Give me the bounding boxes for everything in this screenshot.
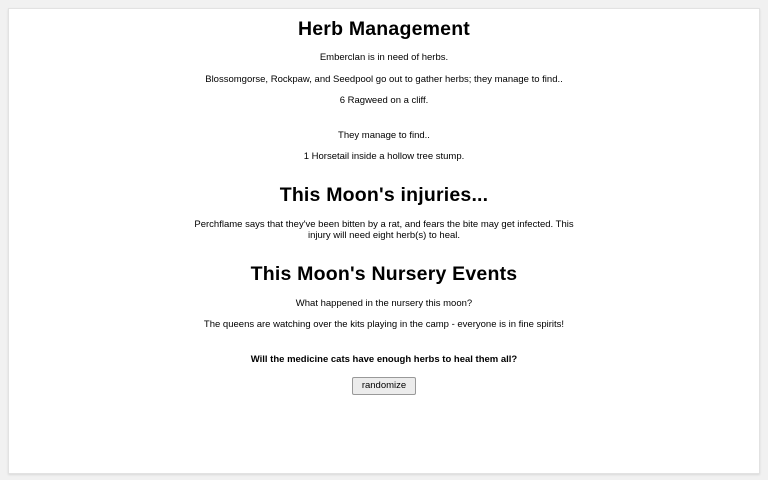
herb-find-result-1: 6 Ragweed on a cliff. bbox=[339, 94, 429, 106]
clan-herb-need-text: Emberclan is in need of herbs. bbox=[319, 52, 449, 64]
nursery-prompt: What happened in the nursery this moon? bbox=[295, 297, 473, 309]
injury-description bbox=[184, 219, 584, 241]
page-card bbox=[8, 8, 760, 474]
injury-description-line1: Perchflame says that they've been bitten by a rat, and fears the bite may get infected. This bbox=[194, 218, 574, 230]
randomize-button[interactable]: randomize bbox=[352, 377, 416, 394]
injuries-section-heading: This Moon's injuries... bbox=[279, 184, 489, 207]
nursery-section-heading: This Moon's Nursery Events bbox=[250, 263, 518, 286]
content-column bbox=[184, 18, 584, 395]
gathering-party-text: Blossomgorse, Rockpaw, and Seedpool go out to gather herbs; they manage to find.. bbox=[205, 73, 563, 85]
they-find-text: They manage to find.. bbox=[338, 130, 430, 142]
page-title: Herb Management bbox=[297, 18, 471, 40]
herb-find-result-2: 1 Horsetail inside a hollow tree stump. bbox=[303, 151, 465, 163]
medicine-cats-question: Will the medicine cats have enough herbs to heal them all? bbox=[250, 354, 518, 366]
randomize-button-row bbox=[184, 375, 584, 394]
injury-description-line2: injury will need eight herb(s) to heal. bbox=[307, 230, 461, 242]
nursery-event-text: The queens are watching over the kits playing in the camp - everyone is in fine spirits! bbox=[203, 318, 565, 330]
